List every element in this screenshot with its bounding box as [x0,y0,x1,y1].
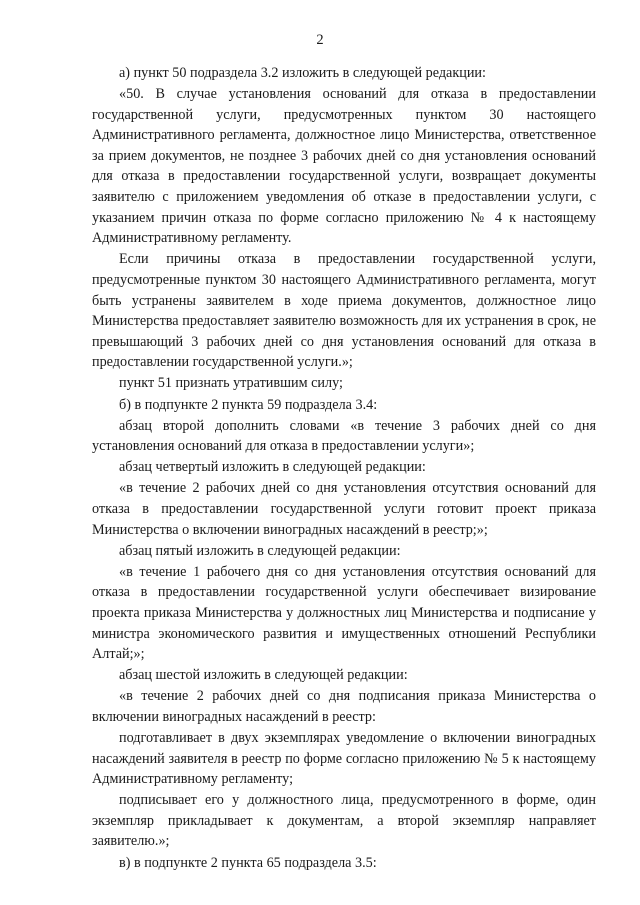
paragraph: «в течение 2 рабочих дней со дня установления отсутствия оснований для отказа в предоставлении государственной услуги готовит проект приказа Министерства о включении виноградных насаждений в реестр;»; [92,480,596,538]
paragraph: «в течение 1 рабочего дня со дня установления отсутствия оснований для отказа в предоставлении государственной услуги обеспечивает визирование проекта приказа Министерства у должностных лиц Министерства и подписание у министра экономического развития и имущественных отношений Республики Алтай;»; [92,563,596,663]
document-body [92,63,596,874]
paragraph: «50. В случае установления оснований для отказа в предоставлении государственной услуги, предусмотренных пунктом 30 настоящего Административного регламента, должностное лицо Министерства, ответственное за прием документов, не позднее 3 рабочих дней со дня установления оснований для отказа в предоставлении государственной услуги, возвращает документы заявителю с приложением уведомления об отказе в предоставлении услуги, с указанием причин отказа по форме согласно приложению № 4 к настоящему Административному регламенту. [92,86,596,247]
paragraph: б) в подпункте 2 пункта 59 подраздела 3.4: [119,396,378,413]
paragraph: абзац шестой изложить в следующей редакции: [119,667,408,684]
paragraph: абзац второй дополнить словами «в течение 3 рабочих дней со дня установления оснований для отказа в предоставлении услуги»; [92,417,596,455]
paragraph: а) пункт 50 подраздела 3.2 изложить в следующей редакции: [119,65,486,81]
paragraph: в) в подпункте 2 пункта 65 подраздела 3.5: [119,854,377,871]
paragraph: подготавливает в двух экземплярах уведомление о включении виноградных насаждений заявителя в реестр по форме согласно приложению № 5 к настоящему Административному регламенту; [92,730,596,788]
paragraph: подписывает его у должностного лица, предусмотренного в форме, один экземпляр прикладывает к документам, а второй экземпляр направляет заявителю.»; [92,792,596,850]
paragraph: Если причины отказа в предоставлении государственной услуги, предусмотренные пунктом 30 настоящего Административного регламента, могут быть устранены заявителем в ходе приема документов, должностное лицо Министерства предоставляет заявителю возможность для их устранения в срок, не превышающий 3 рабочих дней со дня установления оснований для отказа в предоставлении государственной услуги.»; [92,251,596,371]
paragraph: пункт 51 признать утратившим силу; [119,375,343,392]
page-number: 2 [316,32,324,48]
paragraph: абзац четвертый изложить в следующей редакции: [119,459,426,476]
paragraph: «в течение 2 рабочих дней со дня подписания приказа Министерства о включении виноградных насаждений в реестр: [92,688,596,725]
paragraph: абзац пятый изложить в следующей редакции: [119,542,401,559]
